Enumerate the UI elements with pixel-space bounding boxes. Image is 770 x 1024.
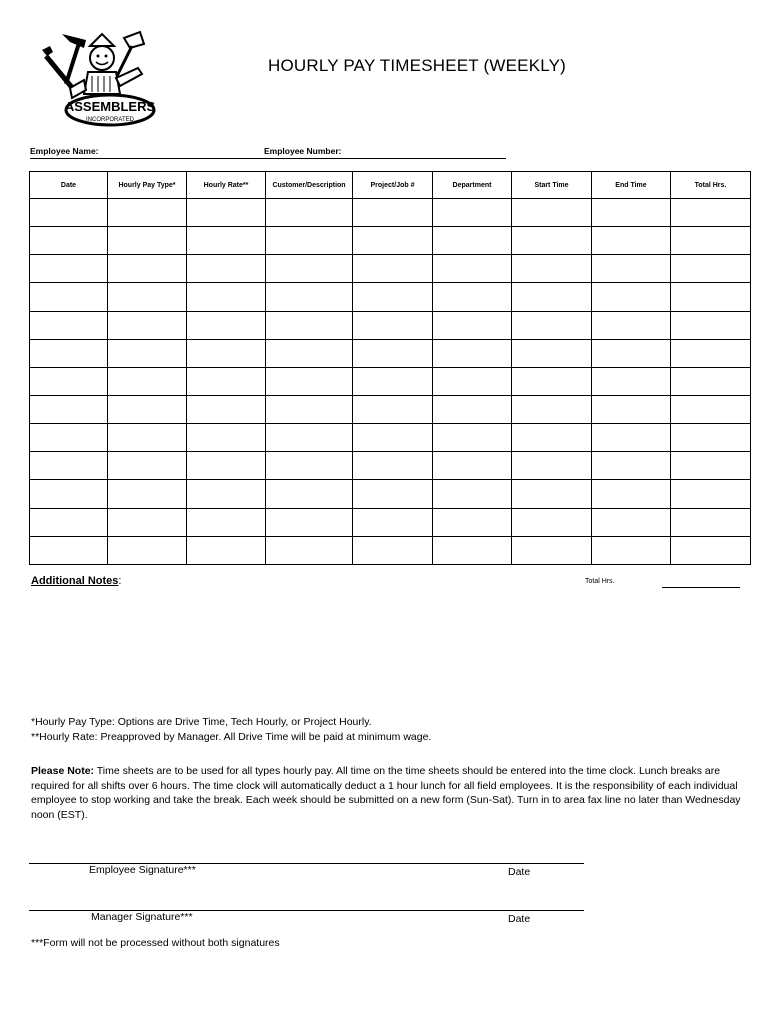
footnote-hourly-rate: **Hourly Rate: Preapproved by Manager. All Drive Time will be paid at minimum wage. (31, 731, 432, 743)
table-cell[interactable] (592, 227, 671, 255)
table-cell[interactable] (187, 395, 266, 423)
table-cell[interactable] (671, 508, 751, 536)
table-cell[interactable] (671, 311, 751, 339)
table-cell[interactable] (30, 395, 108, 423)
table-cell[interactable] (671, 536, 751, 564)
table-cell[interactable] (512, 255, 592, 283)
additional-notes-colon: : (118, 575, 122, 587)
table-cell[interactable] (671, 199, 751, 227)
table-row (30, 255, 751, 283)
table-cell[interactable] (671, 255, 751, 283)
table-cell[interactable] (512, 424, 592, 452)
table-cell[interactable] (187, 480, 266, 508)
employee-info-line[interactable] (30, 158, 506, 159)
table-cell[interactable] (512, 227, 592, 255)
table-cell[interactable] (671, 227, 751, 255)
table-cell[interactable] (187, 536, 266, 564)
header-end-time: End Time (592, 172, 671, 199)
employee-signature-label: Employee Signature*** (89, 864, 196, 876)
table-cell[interactable] (187, 367, 266, 395)
manager-date-label: Date (508, 913, 531, 925)
table-cell[interactable] (266, 480, 353, 508)
table-cell[interactable] (671, 367, 751, 395)
table-cell[interactable] (592, 424, 671, 452)
timesheet-table (29, 171, 751, 565)
table-cell[interactable] (433, 395, 512, 423)
table-cell[interactable] (433, 227, 512, 255)
header-customer-description: Customer/Description (266, 172, 353, 199)
table-cell[interactable] (266, 199, 353, 227)
table-cell[interactable] (592, 480, 671, 508)
table-header-row (30, 172, 751, 199)
table-cell[interactable] (433, 255, 512, 283)
table-cell[interactable] (30, 480, 108, 508)
table-row (30, 339, 751, 367)
page-title: HOURLY PAY TIMESHEET (WEEKLY) (268, 56, 567, 75)
table-cell[interactable] (187, 227, 266, 255)
table-cell[interactable] (266, 508, 353, 536)
table-cell[interactable] (671, 283, 751, 311)
table-cell[interactable] (592, 283, 671, 311)
table-cell[interactable] (353, 508, 433, 536)
table-cell[interactable] (108, 508, 187, 536)
please-note-label: Please Note: (31, 765, 95, 777)
table-row (30, 311, 751, 339)
header-project-job: Project/Job # (353, 172, 433, 199)
table-cell[interactable] (30, 367, 108, 395)
table-cell[interactable] (353, 367, 433, 395)
timesheet-body (30, 199, 751, 565)
table-cell[interactable] (30, 452, 108, 480)
table-cell[interactable] (592, 255, 671, 283)
table-cell[interactable] (187, 311, 266, 339)
table-row (30, 395, 751, 423)
table-cell[interactable] (108, 199, 187, 227)
table-cell[interactable] (108, 255, 187, 283)
table-cell[interactable] (108, 424, 187, 452)
table-row (30, 227, 751, 255)
table-cell[interactable] (592, 452, 671, 480)
logo-sub-text: INCORPORATED (86, 117, 134, 123)
table-row (30, 424, 751, 452)
table-row (30, 367, 751, 395)
table-cell[interactable] (187, 255, 266, 283)
table-cell[interactable] (433, 367, 512, 395)
table-cell[interactable] (30, 339, 108, 367)
table-cell[interactable] (433, 199, 512, 227)
table-cell[interactable] (592, 395, 671, 423)
total-hrs-label: Total Hrs. (585, 578, 615, 585)
table-cell[interactable] (671, 339, 751, 367)
table-cell[interactable] (266, 255, 353, 283)
table-cell[interactable] (433, 508, 512, 536)
table-cell[interactable] (671, 452, 751, 480)
table-cell[interactable] (671, 480, 751, 508)
please-note-paragraph (31, 764, 743, 822)
table-cell[interactable] (266, 536, 353, 564)
footnote-pay-type: *Hourly Pay Type: Options are Drive Time, Tech Hourly, or Project Hourly. (31, 716, 372, 728)
table-cell[interactable] (266, 452, 353, 480)
table-cell[interactable] (108, 395, 187, 423)
table-row (30, 508, 751, 536)
header-total-hrs: Total Hrs. (671, 172, 751, 199)
table-cell[interactable] (592, 339, 671, 367)
table-cell[interactable] (108, 283, 187, 311)
table-cell[interactable] (512, 339, 592, 367)
table-cell[interactable] (433, 480, 512, 508)
table-cell[interactable] (592, 536, 671, 564)
table-cell[interactable] (30, 255, 108, 283)
table-cell[interactable] (512, 536, 592, 564)
employee-number-label: Employee Number: (264, 146, 342, 156)
table-row (30, 452, 751, 480)
table-cell[interactable] (108, 452, 187, 480)
table-cell[interactable] (353, 536, 433, 564)
table-cell[interactable] (353, 480, 433, 508)
manager-signature-label: Manager Signature*** (91, 911, 193, 923)
table-cell[interactable] (187, 452, 266, 480)
table-cell[interactable] (353, 283, 433, 311)
table-cell[interactable] (108, 480, 187, 508)
table-cell[interactable] (353, 199, 433, 227)
table-cell[interactable] (433, 424, 512, 452)
total-hrs-field[interactable] (662, 587, 740, 588)
table-cell[interactable] (266, 283, 353, 311)
table-cell[interactable] (108, 339, 187, 367)
table-cell[interactable] (353, 424, 433, 452)
employee-date-label: Date (508, 866, 531, 878)
table-cell[interactable] (30, 508, 108, 536)
header-start-time: Start Time (512, 172, 592, 199)
table-cell[interactable] (108, 311, 187, 339)
table-cell[interactable] (30, 311, 108, 339)
table-cell[interactable] (187, 339, 266, 367)
table-cell[interactable] (512, 311, 592, 339)
table-cell[interactable] (433, 339, 512, 367)
table-cell[interactable] (592, 367, 671, 395)
table-cell[interactable] (512, 508, 592, 536)
table-cell[interactable] (30, 283, 108, 311)
header-date: Date (30, 172, 108, 199)
table-cell[interactable] (108, 367, 187, 395)
table-cell[interactable] (266, 424, 353, 452)
table-cell[interactable] (266, 395, 353, 423)
table-cell[interactable] (433, 283, 512, 311)
table-cell[interactable] (671, 395, 751, 423)
table-cell[interactable] (266, 227, 353, 255)
table-cell[interactable] (187, 424, 266, 452)
table-cell[interactable] (433, 452, 512, 480)
table-cell[interactable] (266, 311, 353, 339)
table-cell[interactable] (512, 452, 592, 480)
table-cell[interactable] (353, 227, 433, 255)
table-row (30, 283, 751, 311)
table-row (30, 536, 751, 564)
table-cell[interactable] (592, 199, 671, 227)
form-processing-note: ***Form will not be processed without both signatures (31, 937, 280, 949)
table-cell[interactable] (512, 395, 592, 423)
table-cell[interactable] (187, 283, 266, 311)
table-cell[interactable] (30, 227, 108, 255)
table-cell[interactable] (592, 311, 671, 339)
table-cell[interactable] (671, 424, 751, 452)
employee-name-label: Employee Name: (30, 146, 99, 156)
company-logo (40, 28, 160, 132)
additional-notes-label (31, 575, 121, 587)
please-note-text: Time sheets are to be used for all types hourly pay. All time on the time sheets should be entered into the time clock. Lunch breaks are required for all shifts over 6 hours. The time clock will automatically deduct a 1 hour lunch for all field employees. It is the responsibility of each individual employee to stop working and take the break. Each week should be submitted on a new form (Sun-Sat). Turn in to area fax line no later than Wednesday noon (EST). (31, 765, 741, 821)
table-cell[interactable] (592, 508, 671, 536)
table-cell[interactable] (187, 508, 266, 536)
table-cell[interactable] (512, 199, 592, 227)
logo-brand-text: ASSEMBLERS (64, 99, 156, 114)
table-cell[interactable] (266, 339, 353, 367)
table-cell[interactable] (266, 367, 353, 395)
table-cell[interactable] (433, 311, 512, 339)
table-cell[interactable] (30, 424, 108, 452)
table-cell[interactable] (353, 339, 433, 367)
table-cell[interactable] (433, 536, 512, 564)
table-cell[interactable] (512, 367, 592, 395)
header-hourly-rate: Hourly Rate** (187, 172, 266, 199)
header-department: Department (433, 172, 512, 199)
table-row (30, 199, 751, 227)
table-cell[interactable] (108, 227, 187, 255)
table-cell[interactable] (512, 480, 592, 508)
table-cell[interactable] (30, 536, 108, 564)
table-cell[interactable] (353, 311, 433, 339)
header-hourly-pay-type: Hourly Pay Type* (108, 172, 187, 199)
table-cell[interactable] (353, 255, 433, 283)
table-cell[interactable] (187, 199, 266, 227)
table-cell[interactable] (353, 452, 433, 480)
table-cell[interactable] (353, 395, 433, 423)
table-cell[interactable] (512, 283, 592, 311)
table-row (30, 480, 751, 508)
table-cell[interactable] (30, 199, 108, 227)
additional-notes-title: Additional Notes (31, 575, 119, 587)
table-cell[interactable] (108, 536, 187, 564)
